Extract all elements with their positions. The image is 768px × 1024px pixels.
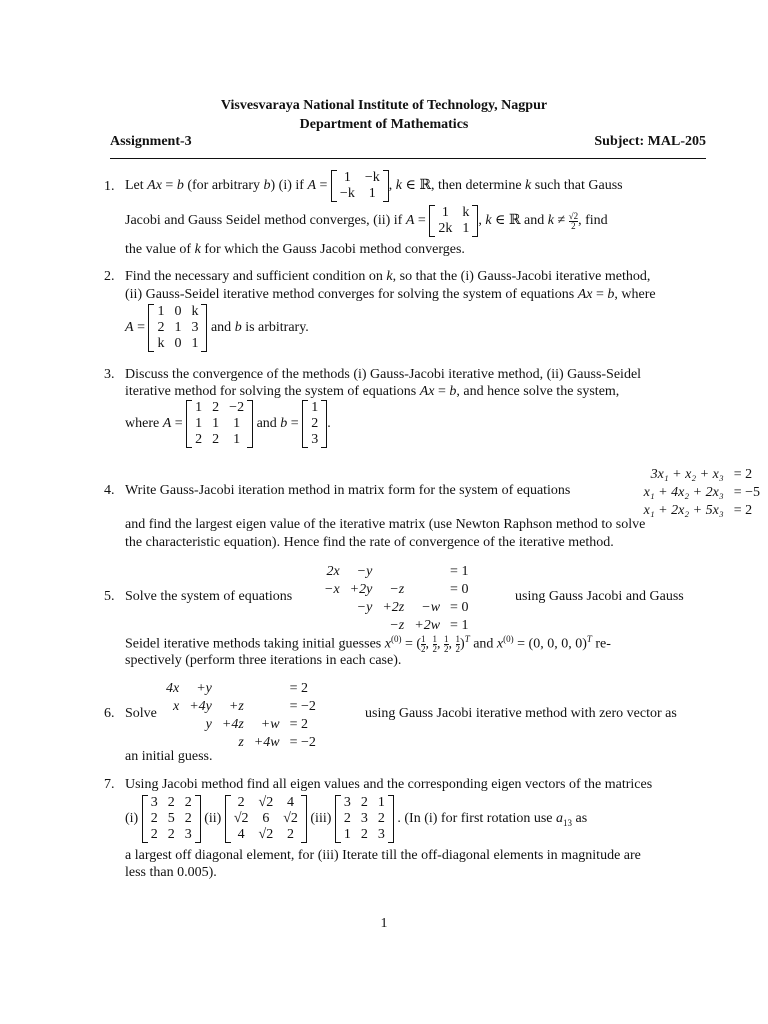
matrix-cell: 1 [195, 400, 203, 415]
matrix-cell: −2 [229, 400, 245, 415]
page-number: 1 [380, 916, 388, 931]
equation-term: z [238, 735, 244, 750]
equation-term: +2z [382, 600, 405, 615]
equation-term: = 2 [289, 681, 308, 696]
equation-term: x₁ + 4x₂ + 2x₃ [643, 485, 724, 500]
matrix-cell: 2 [150, 827, 158, 842]
q1-line1: Let Ax = b (for arbitrary b) (i) if A = 1 −k −k 1 , k ∈ ℝ, then determine k such that Gauss [125, 170, 623, 201]
equation-term [410, 582, 444, 598]
q3-line2: iterative method for solving the system of equations Ax = b, and hence solve the system, [125, 384, 620, 399]
equation-term: = 0 [450, 600, 469, 615]
q5-text-b: using Gauss Jacobi and Gauss [515, 589, 684, 604]
matrix-cell: 1 [174, 320, 182, 335]
q4-line1: Write Gauss-Jacobi iteration method in matrix form for the system of equations [125, 483, 571, 498]
equation-term: −y [356, 600, 373, 615]
q3-matrix-a [186, 400, 253, 448]
equation-term: −w [421, 600, 441, 615]
q7-line1: Using Jacobi method find all eigen values and the corresponding eigen vectors of the matrices [125, 777, 653, 792]
equation-term: 4x [166, 681, 180, 696]
q1-number: 1. [104, 179, 115, 194]
q3-line1: Discuss the convergence of the methods (i) Gauss-Jacobi iterative method, (ii) Gauss-Seidel [125, 367, 642, 382]
q5-line3: spectively (perform three iterations in each case). [125, 653, 402, 668]
q3-vector-b [302, 400, 327, 448]
matrix-cell: −k [339, 186, 355, 201]
equation-term: = 2 [289, 717, 308, 732]
q2-line3: A = 1 0 k 2 1 3 k 0 1 and b is arbitrary. [125, 304, 309, 351]
equation-term: +4z [221, 717, 244, 732]
matrix-cell: 1 [157, 304, 165, 319]
matrix-cell: 2 [184, 811, 192, 826]
matrix-cell: 2 [377, 811, 385, 826]
matrix-cell: 1 [462, 221, 470, 236]
matrix-cell: 2 [311, 416, 319, 431]
q7-line3: a largest off diagonal element, for (iii) Iterate till the off-diagonal elements in magnitude are [125, 848, 641, 863]
equation-term [162, 717, 183, 733]
equation-term: −x [324, 582, 340, 597]
matrix-cell: 1 [233, 432, 241, 447]
matrix-cell: 1 [212, 416, 220, 431]
matrix-cell: 4 [287, 795, 295, 810]
matrix-cell: 3 [377, 827, 385, 842]
q4-system [638, 465, 766, 521]
matrix-cell: √2 [283, 811, 298, 826]
matrix-cell: 1 [377, 795, 385, 810]
matrix-cell: 1 [368, 186, 376, 201]
equation-term: +y [196, 681, 212, 696]
matrix-cell: 2 [343, 811, 351, 826]
equation-term: = 2 [733, 467, 753, 482]
q2-line2: (ii) Gauss-Seidel iterative method converges for solving the system of equations Ax = b, where [125, 287, 656, 302]
matrix-cell: 4 [237, 827, 245, 842]
q7-line4: less than 0.005). [125, 865, 217, 880]
matrix-cell: k [462, 205, 470, 220]
equation-term: x₁ + 2x₂ + 5x₃ [643, 503, 724, 518]
equation-term: +w [260, 717, 280, 732]
q2-line1: Find the necessary and sufficient condition on k, so that the (i) Gauss-Jacobi iterative method, [125, 269, 651, 284]
matrix-cell: √2 [233, 811, 249, 826]
equation-term: +4y [189, 699, 212, 714]
q3-number: 3. [104, 367, 115, 382]
matrix-cell: 1 [343, 827, 351, 842]
matrix-cell: 3 [311, 432, 319, 447]
q5-text-a: Solve the system of equations [125, 589, 293, 604]
institute-title: Visvesvaraya National Institute of Technology, Nagpur [220, 98, 548, 113]
matrix-cell: 2 [167, 827, 175, 842]
q5-number: 5. [104, 589, 115, 604]
q4-line2: and find the largest eigen value of the iterative matrix (use Newton Raphson method to solve [125, 517, 646, 532]
equation-term: +2w [414, 618, 441, 633]
matrix-cell: −k [364, 170, 380, 185]
q6-number: 6. [104, 706, 115, 721]
matrix-cell: 6 [262, 811, 270, 826]
equation-term [250, 681, 284, 697]
matrix-cell: 1 [191, 336, 199, 351]
matrix-cell: 3 [150, 795, 158, 810]
matrix-cell: 3 [343, 795, 351, 810]
q7-matrix-iii [335, 795, 394, 843]
equation-term: −z [389, 618, 405, 633]
matrix-cell: 1 [311, 400, 319, 415]
matrix-cell: √2 [258, 795, 274, 810]
header-rule [110, 158, 706, 159]
q6-text-b: using Gauss Jacobi iterative method with zero vector as [365, 706, 677, 721]
equation-term: = 0 [450, 582, 469, 597]
equation-term: +z [228, 699, 244, 714]
matrix-cell: √2 [258, 827, 274, 842]
matrix-cell: 1 [441, 205, 449, 220]
matrix-cell: 2 [184, 795, 192, 810]
equation-term [378, 564, 408, 580]
matrix-cell: 2 [237, 795, 245, 810]
equation-term [218, 681, 248, 697]
q7-matrix-ii [225, 795, 307, 843]
matrix-cell: k [157, 336, 165, 351]
equation-term: −y [356, 564, 373, 579]
q6-text-a: Solve [125, 706, 157, 721]
equation-term: = 1 [450, 564, 469, 579]
matrix-cell: 2 [157, 320, 165, 335]
q4-line3: the characteristic equation). Hence find the rate of convergence of the iterative method. [125, 535, 614, 550]
matrix-cell: 5 [167, 811, 175, 826]
matrix-cell: 2 [212, 400, 220, 415]
q7-line2: (i) 3 2 2 2 5 2 2 2 3 (ii) 2 √2 4 √2 6 √2 4 √2 2 (iii) 3 2 1 2 3 2 1 2 3 . (In (i) for first rotation use $a_{13}$ as [125, 795, 588, 842]
assignment-label: Assignment-3 [110, 134, 192, 149]
matrix-cell: 3 [360, 811, 368, 826]
q5-system [318, 562, 474, 636]
matrix-cell: 1 [343, 170, 351, 185]
equation-term: = 1 [450, 618, 469, 633]
q2-number: 2. [104, 269, 115, 284]
matrix-cell: 1 [195, 416, 203, 431]
equation-term: x [173, 699, 180, 714]
matrix-cell: 2 [287, 827, 295, 842]
q2-matrix-a [148, 304, 207, 352]
equation-term [346, 618, 377, 634]
matrix-cell: 2 [212, 432, 220, 447]
equation-term [320, 600, 344, 616]
q5-line2: Seidel iterative methods taking initial guesses $x^{(0)}$ = ( $\frac{1}{2}$ , $\frac{1}{2}$ , $\frac{1}{2}$ , $\frac{1}{2}$ )$^T$ and $x^{(0)} = (0$, 0, 0, 0)$^T$ re- [125, 633, 611, 654]
q7-matrix-i [142, 795, 201, 843]
matrix-cell: 2 [360, 827, 368, 842]
subject-label: Subject: MAL-205 [594, 134, 706, 149]
q3-line3: where A = 1 2 −2 1 1 1 2 2 1 and b = 1 2 3 . [125, 400, 331, 447]
equation-term: 3x₁ + x₂ + x₃ [650, 467, 724, 482]
q1-line2: Jacobi and Gauss Seidel method converges, (ii) if A = 1 k 2k 1 , k ∈ ℝ and k ≠ $\frac{√2}{2}$ , find [125, 205, 608, 236]
matrix-cell: 3 [191, 320, 199, 335]
equation-term: +4w [253, 735, 280, 750]
equation-term: = 2 [733, 503, 753, 518]
matrix-cell: 1 [233, 416, 241, 431]
matrix-cell: 0 [174, 304, 182, 319]
matrix-cell: 2 [150, 811, 158, 826]
equation-term: = −2 [289, 735, 316, 750]
matrix-cell: 0 [174, 336, 182, 351]
q6-line2: an initial guess. [125, 749, 213, 764]
equation-term [410, 564, 444, 580]
q1-matrix-a1 [331, 170, 389, 202]
equation-term: y [205, 717, 212, 732]
matrix-cell: 2 [360, 795, 368, 810]
department-title: Department of Mathematics [299, 117, 469, 132]
matrix-cell: 2k [438, 221, 453, 236]
q7-number: 7. [104, 777, 115, 792]
equation-term: = −5 [733, 485, 760, 500]
matrix-cell: 3 [184, 827, 192, 842]
equation-term [320, 618, 344, 634]
matrix-cell: 2 [195, 432, 203, 447]
q6-system [160, 679, 322, 753]
q1-line3: the value of k for which the Gauss Jacobi method converges. [125, 242, 465, 257]
q1-matrix-a2 [429, 205, 478, 237]
equation-term: = −2 [289, 699, 316, 714]
matrix-cell: k [191, 304, 199, 319]
matrix-cell: 2 [167, 795, 175, 810]
equation-term: 2x [326, 564, 340, 579]
equation-term: +2y [349, 582, 373, 597]
q4-number: 4. [104, 483, 115, 498]
equation-term: −z [389, 582, 405, 597]
equation-term [250, 699, 284, 715]
